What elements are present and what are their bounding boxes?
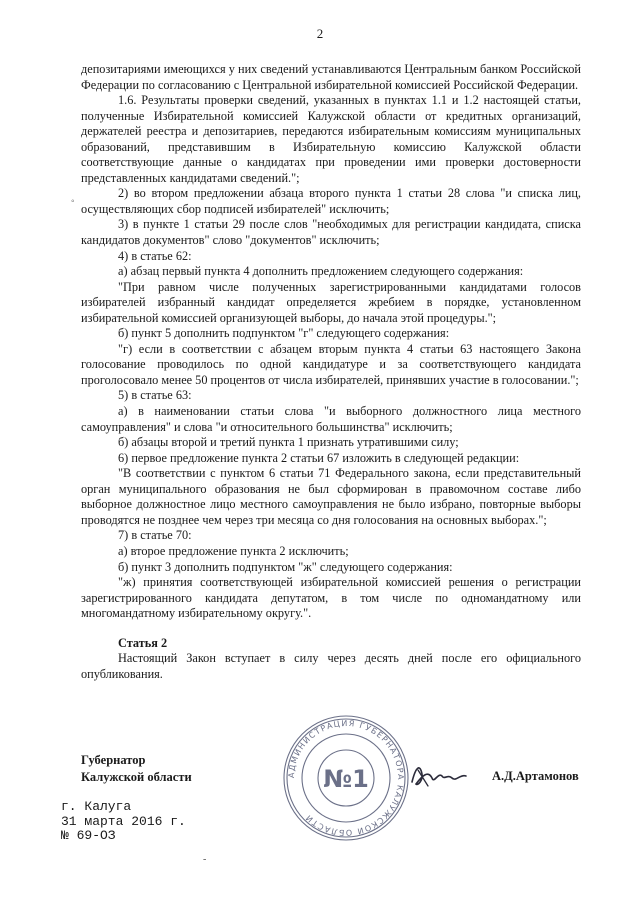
official-seal: [281, 713, 411, 843]
paragraph: 7) в статье 70:: [118, 528, 192, 543]
paragraph: 5) в статье 63:: [118, 388, 192, 403]
paragraph: "ж) принятия соответствующей избирательной комиссией решения о регистрации зарегистрированного кандидата депутатом, в том числе по одномандатному или многомандатному избирательному округу.".: [81, 575, 581, 621]
place-date-block: [61, 800, 186, 844]
article-2-text: Настоящий Закон вступает в силу через десять дней после его официального опубликования.: [81, 651, 581, 681]
law-date: 31 марта 2016 г.: [61, 813, 186, 829]
governor-title-line-2: Калужской области: [81, 770, 192, 784]
paragraph: 2) во втором предложении абзаца второго пункта 1 статьи 28 слова "и списка лиц, осуществляющих сбор подписей избирателей" исключить;: [81, 186, 581, 216]
city: г. Калуга: [61, 799, 132, 814]
paragraph: б) пункт 3 дополнить подпунктом "ж" следующего содержания:: [118, 559, 453, 574]
paragraph: б) абзацы второй и третий пункта 1 признать утратившими силу;: [118, 435, 459, 450]
paragraph: 4) в статье 62:: [118, 248, 192, 263]
paragraph: "г) если в соответствии с абзацем вторым пункта 4 статьи 63 настоящего Закона голосование проводилось по одной кандидатуре и за соответствующего кандидата проголосовало менее 50 процентов от числа избирателей, принявших участие в голосовании.";: [81, 341, 581, 387]
signatory-name: А.Д.Артамонов: [492, 769, 579, 783]
paragraph: "При равном числе полученных зарегистрированными кандидатами голосов избирателей избранный кандидат определяется жребием в порядке, установленном избирательной комиссией организующей выборы, до начала этой процедуры.";: [81, 279, 581, 325]
seal-ring-text: АДМИНИСТРАЦИЯ ГУБЕРНАТОРА КАЛУЖСКОЙ ОБЛАСТИ: [286, 718, 406, 838]
paragraph: б) пункт 5 дополнить подпунктом "г" следующего содержания:: [118, 326, 450, 341]
handwritten-signature: [408, 760, 470, 790]
paragraph: 6) первое предложение пункта 2 статьи 67 изложить в следующей редакции:: [118, 450, 520, 465]
law-number: № 69-ОЗ: [61, 828, 116, 843]
paragraph: а) второе предложение пункта 2 исключить;: [118, 543, 349, 558]
page-number: 2: [316, 26, 324, 41]
governor-title: [81, 752, 192, 786]
paragraph: 1.6. Результаты проверки сведений, указанных в пунктах 1.1 и 1.2 настоящей статьи, полученные Избирательной комиссией Калужской области от кредитных организаций, держателей реестра и депозитариев, передаются избирательным комиссиям муниципальных образований, представившим в Избирательную комиссию Калужской области соответствующие данные о кандидатах при проведении ими проверки достоверности представленных кандидатами сведений.";: [81, 93, 581, 185]
document-body: [81, 62, 581, 682]
paragraph: 3) в пункте 1 статьи 29 после слов "необходимых для регистрации кандидата, списка кандидатов документов" слово "документов" исключить;: [81, 217, 581, 248]
governor-title-line-1: Губернатор: [81, 753, 146, 767]
paragraph: депозитариями имеющихся у них сведений устанавливаются Центральным банком Российской Федерации по согласованию с Центральной избирательной комиссией Российской Федерации.: [81, 62, 581, 92]
seal-number: №1: [323, 765, 369, 793]
stray-mark: ‑: [203, 854, 207, 865]
stray-mark: ◦: [71, 196, 75, 207]
paragraph: "В соответствии с пунктом 6 статьи 71 Федерального закона, если представительный орган муниципального образования не был сформирован в правомочном составе либо выборное должностное лицо местного самоуправления не было избрано, повторные выборы проводятся не позднее чем через три месяца со дня голосования на основных выборах.";: [81, 466, 581, 527]
article-2-heading: Статья 2: [118, 635, 168, 650]
paragraph: а) абзац первый пункта 4 дополнить предложением следующего содержания:: [118, 264, 524, 279]
paragraph: а) в наименовании статьи слова "и выборного должностного лица местного самоуправления" и слова "и относительного большинства" исключить;: [81, 404, 581, 434]
